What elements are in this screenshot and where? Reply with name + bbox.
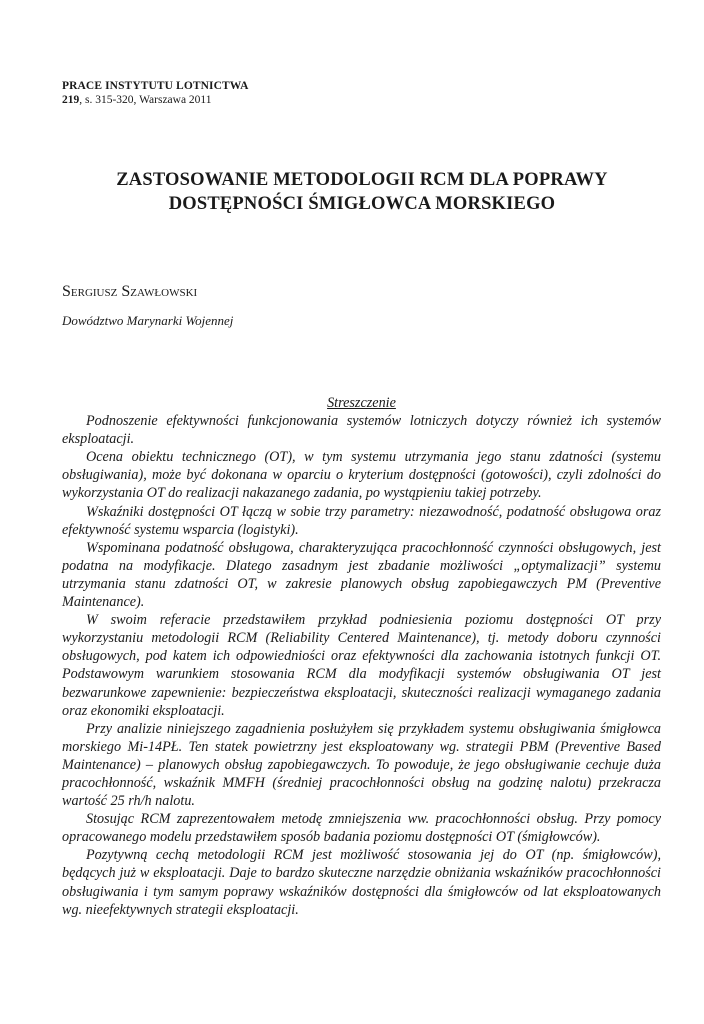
paper-title-line-2: DOSTĘPNOŚCI ŚMIGŁOWCA MORSKIEGO: [168, 194, 556, 214]
journal-volume: 219: [62, 94, 80, 106]
journal-pages-place-year: , s. 315-320, Warszawa 2011: [79, 94, 212, 106]
journal-details: [62, 93, 249, 107]
abstract-paragraph: Przy analizie niniejszego zagadnienia posłużyłem się przykładem systemu obsługiwania śmigłowca morskiego Mi-14PŁ. Ten statek powietrzny jest eksploatowany wg. strategii PBM (Preventive Based Maintenance) – planowych obsług zapobiegawczych. To powoduje, że jego obsługiwanie cechuje duża pracochłonność, wskaźnik MMFH (średniej pracochłonności obsług na godzinę nalotu) przekracza wartość 25 rh/h nalotu.: [62, 720, 661, 810]
abstract-paragraph: Podnoszenie efektywności funkcjonowania systemów lotniczych dotyczy również ich systemów eksploatacji.: [62, 413, 661, 448]
abstract: [62, 394, 661, 919]
journal-header: [62, 79, 249, 107]
author-name: Sergiusz Szawłowski: [62, 283, 198, 300]
abstract-paragraph: Stosując RCM zaprezentowałem metodę zmniejszenia ww. pracochłonności obsług. Przy pomocy opracowanego modelu przedstawiłem sposób badania poziomu dostępności OT (śmigłowców).: [62, 811, 661, 846]
abstract-paragraph: W swoim referacie przedstawiłem przykład podniesienia poziomu dostępności OT przy wykorzystaniu metodologii RCM (Reliability Centered Maintenance), tj. metody doboru czynności obsługowych, pod katem ich odpowiedniości oraz efektywności dla zachowania istotnych funkcji OT. Podstawowym warunkiem stosowania RCM dla modyfikacji systemów obsługiwania OT jest bezwarunkowe zapewnienie: bezpieczeństwa eksploatacji, skuteczności realizacji wymaganego zadania oraz ekonomiki eksploatacji.: [62, 612, 661, 719]
author-affiliation: Dowództwo Marynarki Wojennej: [62, 313, 234, 328]
abstract-heading: Streszczenie: [327, 395, 396, 411]
abstract-paragraph: Wspominana podatność obsługowa, charakteryzująca pracochłonność czynności obsługowych, jest podatna na modyfikacje. Dlatego zasadnym jest zbadanie możliwości „optymalizacji” systemu utrzymania stanu zdatności OT, w zakresie planowych obsług zapobiegawczych PM (Preventive Maintenance).: [62, 539, 661, 611]
paper-title: [62, 168, 662, 216]
journal-name: PRACE INSTYTUTU LOTNICTWA: [62, 80, 249, 92]
abstract-paragraph: Wskaźniki dostępności OT łączą w sobie trzy parametry: niezawodność, podatność obsługowa oraz efektywność systemu wsparcia (logistyki).: [62, 503, 661, 538]
abstract-paragraph: Ocena obiektu technicznego (OT), w tym systemu utrzymania jego stanu zdatności (systemu obsługiwania), może być dokonana w oparciu o kryterium dostępności (gotowości), czyli zdolności do wykorzystania OT do realizacji nakazanego zadania, po wystąpieniu takiej potrzeby.: [62, 449, 661, 502]
paper-title-line-1: ZASTOSOWANIE METODOLOGII RCM DLA POPRAWY: [116, 170, 608, 190]
abstract-paragraph: Pozytywną cechą metodologii RCM jest możliwość stosowania jej do OT (np. śmigłowców), będących już w eksploatacji. Daje to bardzo skuteczne narzędzie obniżania wskaźników pracochłonności obsługiwania i tym samym poprawy wskaźników dostępności dla śmigłowców od lat eksploatowanych wg. nieefektywnych strategii eksploatacji.: [62, 847, 661, 918]
